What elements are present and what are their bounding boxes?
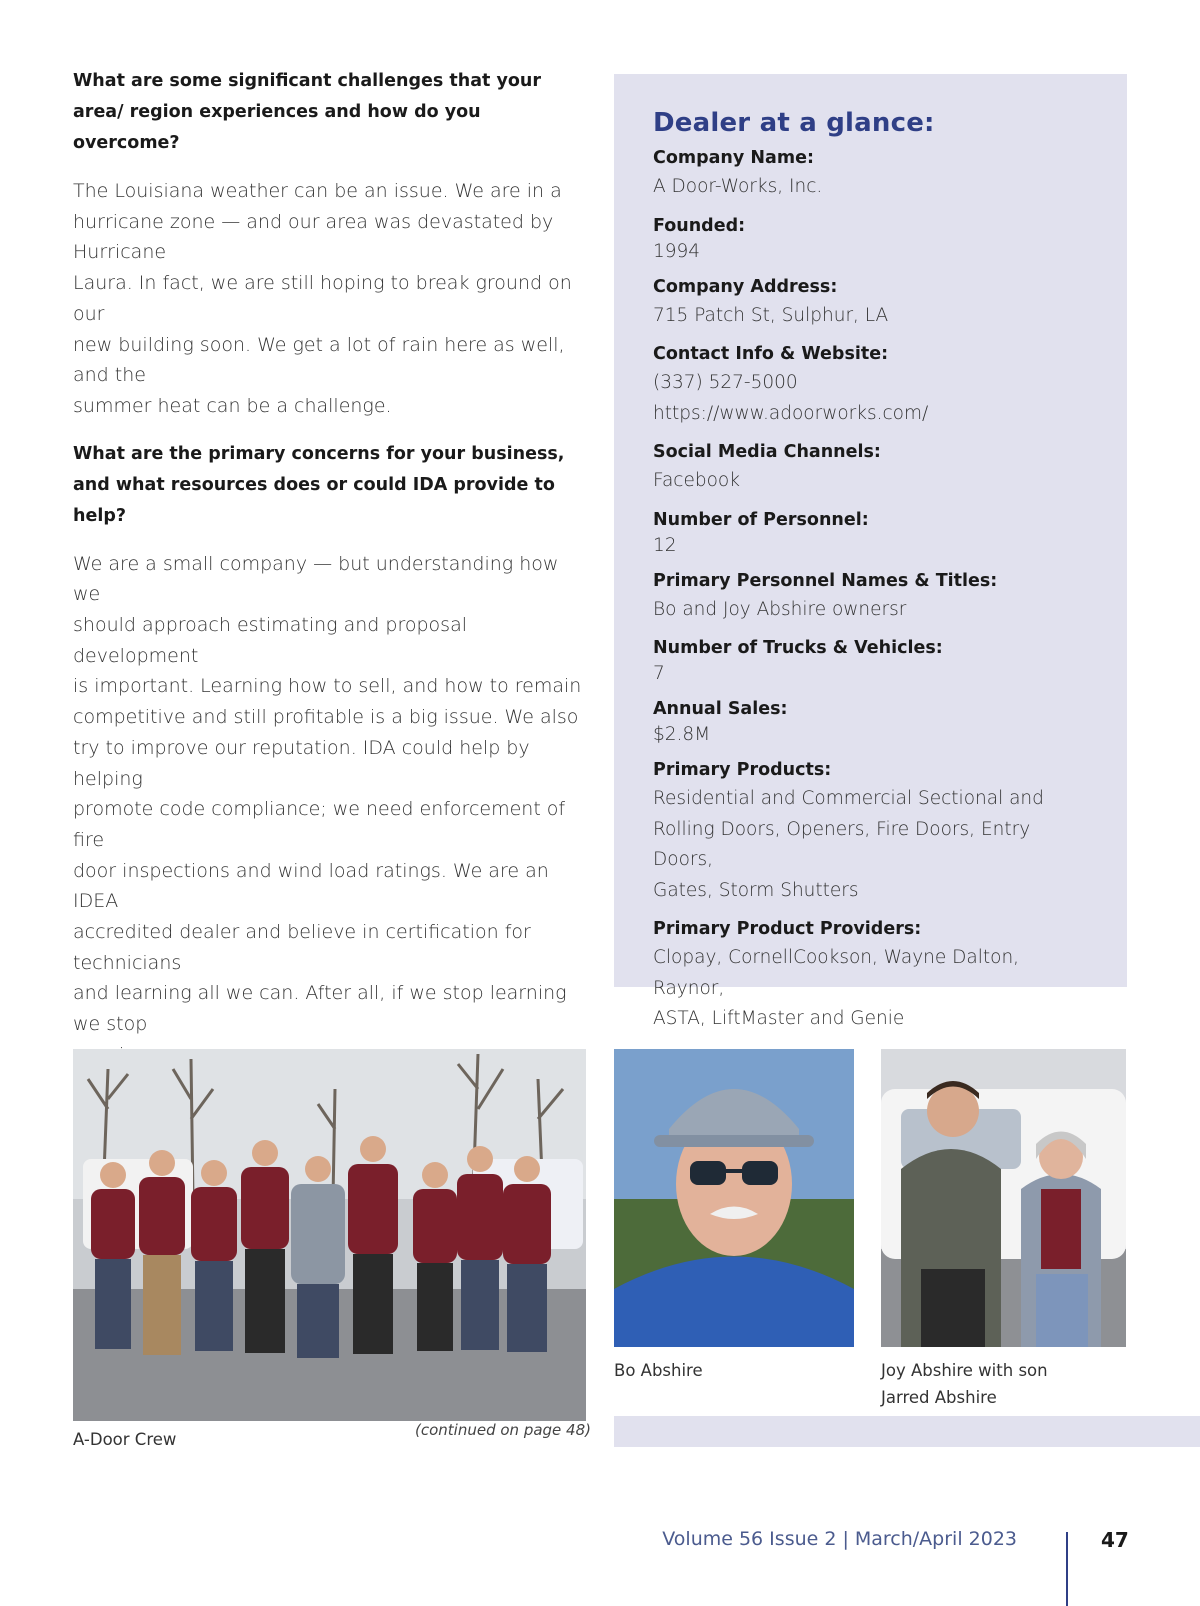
glance-value: Bo and Joy Abshire ownersr — [653, 598, 907, 620]
footer-volume: Volume 56 Issue 2 — [662, 1528, 837, 1550]
glance-providers — [653, 915, 1087, 1035]
dealer-at-a-glance-panel — [614, 74, 1127, 1029]
footer-issue — [662, 1528, 1017, 1550]
joy-caption: Joy Abshire with son Jarred Abshire — [881, 1361, 1048, 1407]
glance-value: A Door-Works, Inc. — [653, 176, 823, 197]
glance-trucks — [653, 634, 1087, 686]
glance-value: Residential and Commercial Sectional and Rolling Doors, Openers, Fire Doors, Entry Doors, Gates, Storm Shutters — [653, 788, 1044, 901]
glance-value: 12 — [653, 534, 677, 556]
glance-label: Social Media Channels: — [653, 442, 881, 462]
glance-names — [653, 567, 1087, 626]
glance-value: 7 — [653, 663, 665, 684]
glance-value: $2.8M — [653, 724, 711, 745]
page-number: 47 — [1101, 1528, 1129, 1552]
glance-title: Dealer at a glance: — [653, 108, 935, 138]
question-2: What are the primary concerns for your business, and what resources does or could IDA provide to help? — [73, 443, 565, 526]
bo-abshire-image — [614, 1049, 854, 1347]
glance-contact — [653, 340, 1087, 429]
glance-value: 715 Patch St, Sulphur, LA — [653, 304, 889, 326]
glance-label: Number of Personnel: — [653, 509, 869, 530]
glance-label: Primary Personnel Names & Titles: — [653, 570, 998, 591]
bo-caption: Bo Abshire — [614, 1361, 703, 1380]
glance-value: Facebook — [653, 470, 740, 491]
continued-note: (continued on page 48) — [415, 1420, 591, 1439]
decorative-bar — [614, 1416, 1200, 1447]
footer-date: March/April 2023 — [854, 1528, 1017, 1550]
footer-separator: | — [842, 1528, 849, 1550]
glance-sales — [653, 695, 1087, 747]
bo-abshire-photo — [614, 1049, 854, 1347]
joy-jarred-image — [881, 1049, 1126, 1347]
footer-divider — [1066, 1532, 1068, 1606]
glance-label: Number of Trucks & Vehicles: — [653, 638, 943, 658]
glance-label: Primary Product Providers: — [653, 919, 922, 939]
joy-jarred-abshire-photo — [881, 1049, 1126, 1347]
answer-1: The Louisiana weather can be an issue. We are in a hurricane zone — and our area was devastated by Hurricane Laura. In fact, we are still hoping to break ground on our new building soon. We get a lot of rain here as well, and the summer heat can be a challenge. — [73, 180, 572, 417]
glance-label: Primary Products: — [653, 760, 832, 780]
glance-label: Company Name: — [653, 148, 814, 168]
glance-value: (337) 527-5000 https://www.adoorworks.com/ — [653, 372, 929, 424]
glance-social — [653, 438, 1087, 497]
glance-address — [653, 273, 1087, 332]
crew-photo — [73, 1049, 586, 1421]
glance-products — [653, 756, 1087, 906]
glance-company — [653, 144, 1087, 203]
glance-value: 1994 — [653, 240, 701, 262]
crew-photo-image — [73, 1049, 586, 1421]
glance-label: Company Address: — [653, 276, 838, 297]
glance-personnel — [653, 506, 1087, 558]
glance-label: Annual Sales: — [653, 699, 788, 719]
glance-founded — [653, 212, 1087, 264]
glance-label: Contact Info & Website: — [653, 344, 889, 364]
glance-value: Clopay, CornellCookson, Wayne Dalton, Raynor, ASTA, LiftMaster and Genie — [653, 947, 1020, 1029]
glance-label: Founded: — [653, 215, 746, 236]
question-1: What are some significant challenges that your area/ region experiences and how do you overcome? — [73, 71, 542, 153]
answer-2: We are a small company — but understanding how we should approach estimating and proposal development is important. Learning how to sell, and how to remain competitive and still profitable is a big issue. We also try to improve our reputation. IDA could help by helping promote code compliance; we need enforcement of fire door inspections and wind load ratings. We are an IDEA accredited dealer and believe in certification for technicians and learning all we can. After all, if we stop learning we stop — [73, 552, 582, 1036]
crew-caption: A-Door Crew — [73, 1430, 177, 1449]
